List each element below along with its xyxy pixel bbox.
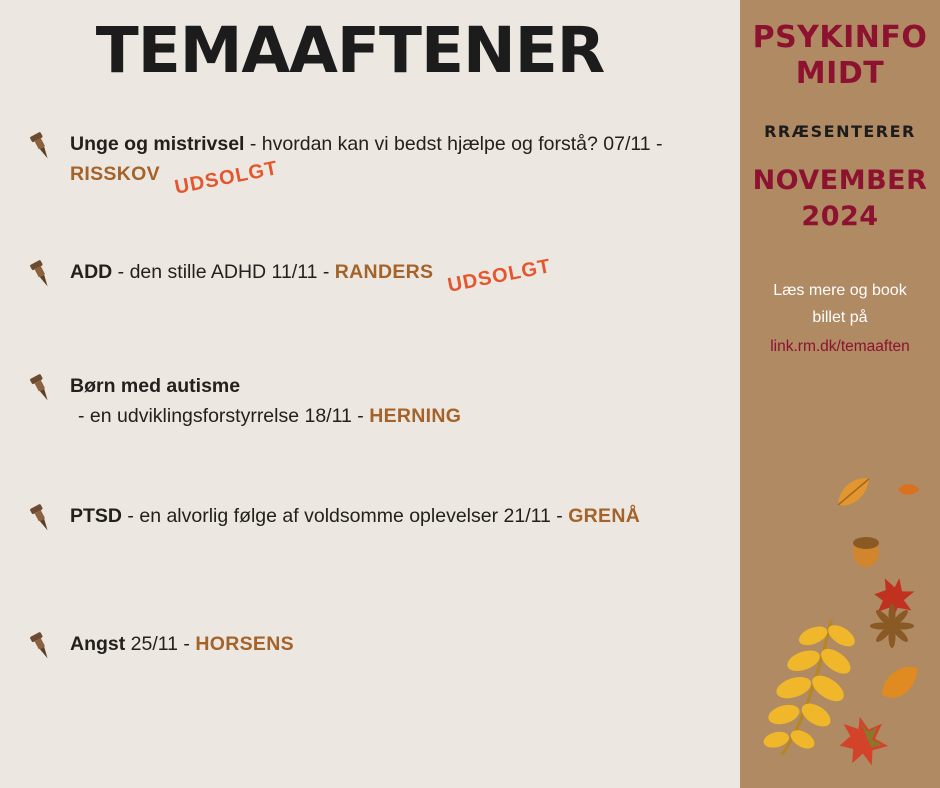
list-item[interactable] bbox=[26, 257, 740, 371]
event-text bbox=[70, 501, 740, 531]
booking-link[interactable]: link.rm.dk/temaaften bbox=[770, 338, 910, 355]
event-desc: - en udviklingsforstyrrelse 18/11 - bbox=[78, 405, 370, 427]
event-desc: 25/11 - bbox=[125, 633, 196, 655]
presents-label: RRÆSENTERER bbox=[764, 122, 916, 141]
booking-line-1: Læs mere og book bbox=[773, 282, 907, 299]
autumn-leaves-decoration bbox=[740, 458, 940, 788]
pushpin-icon bbox=[26, 259, 56, 289]
event-place: HORSENS bbox=[195, 633, 294, 655]
brand-line-1: PSYKINFO bbox=[752, 20, 928, 55]
event-desc: - hvordan kan vi bedst hjælpe og forstå? 07/11 - bbox=[244, 133, 663, 155]
page-title: TEMAAFTENER bbox=[95, 14, 605, 87]
month-label: NOVEMBER bbox=[752, 165, 928, 196]
leaf-icon bbox=[853, 537, 879, 567]
status-badge: UDSOLGT bbox=[446, 255, 554, 297]
list-item[interactable] bbox=[26, 129, 740, 257]
event-desc: - en alvorlig følge af voldsomme oplevelser 21/11 - bbox=[122, 505, 569, 527]
event-place: RISSKOV bbox=[70, 163, 160, 185]
pushpin-icon bbox=[26, 503, 56, 533]
leaf-icon bbox=[760, 613, 861, 763]
list-item[interactable] bbox=[26, 629, 740, 689]
leaf-icon bbox=[878, 665, 922, 699]
event-text bbox=[70, 129, 740, 199]
event-month bbox=[740, 163, 940, 235]
event-title: Børn med autisme bbox=[70, 375, 241, 397]
status-badge: UDSOLGT bbox=[172, 157, 280, 199]
poster-sidebar bbox=[740, 0, 940, 788]
brand-name bbox=[740, 0, 940, 92]
event-desc: - den stille ADHD 11/11 - bbox=[112, 261, 335, 283]
event-title: Unge og mistrivsel bbox=[70, 133, 245, 155]
leaf-icon bbox=[897, 480, 920, 500]
event-text bbox=[70, 255, 740, 297]
event-text bbox=[70, 629, 740, 659]
event-title: Angst bbox=[70, 633, 126, 655]
event-place: GRENÅ bbox=[568, 505, 641, 527]
event-subline bbox=[70, 401, 740, 431]
event-list bbox=[0, 129, 740, 689]
event-title: ADD bbox=[70, 261, 113, 283]
brand-line-2: MIDT bbox=[795, 56, 885, 91]
list-item[interactable] bbox=[26, 501, 740, 629]
event-place: HERNING bbox=[369, 405, 462, 427]
pushpin-icon bbox=[26, 631, 56, 661]
event-title: PTSD bbox=[70, 505, 123, 527]
leaf-icon bbox=[836, 713, 890, 769]
booking-line-2: billet på bbox=[812, 309, 868, 326]
event-place: RANDERS bbox=[334, 261, 434, 283]
year-label: 2024 bbox=[801, 201, 879, 232]
booking-info bbox=[740, 277, 940, 360]
pushpin-icon bbox=[26, 373, 56, 403]
leaf-icon bbox=[832, 475, 875, 508]
star-anise-icon bbox=[870, 604, 914, 648]
leaf-icon bbox=[869, 573, 919, 624]
list-item[interactable] bbox=[26, 371, 740, 501]
event-text bbox=[70, 371, 740, 431]
pushpin-icon bbox=[26, 131, 56, 161]
